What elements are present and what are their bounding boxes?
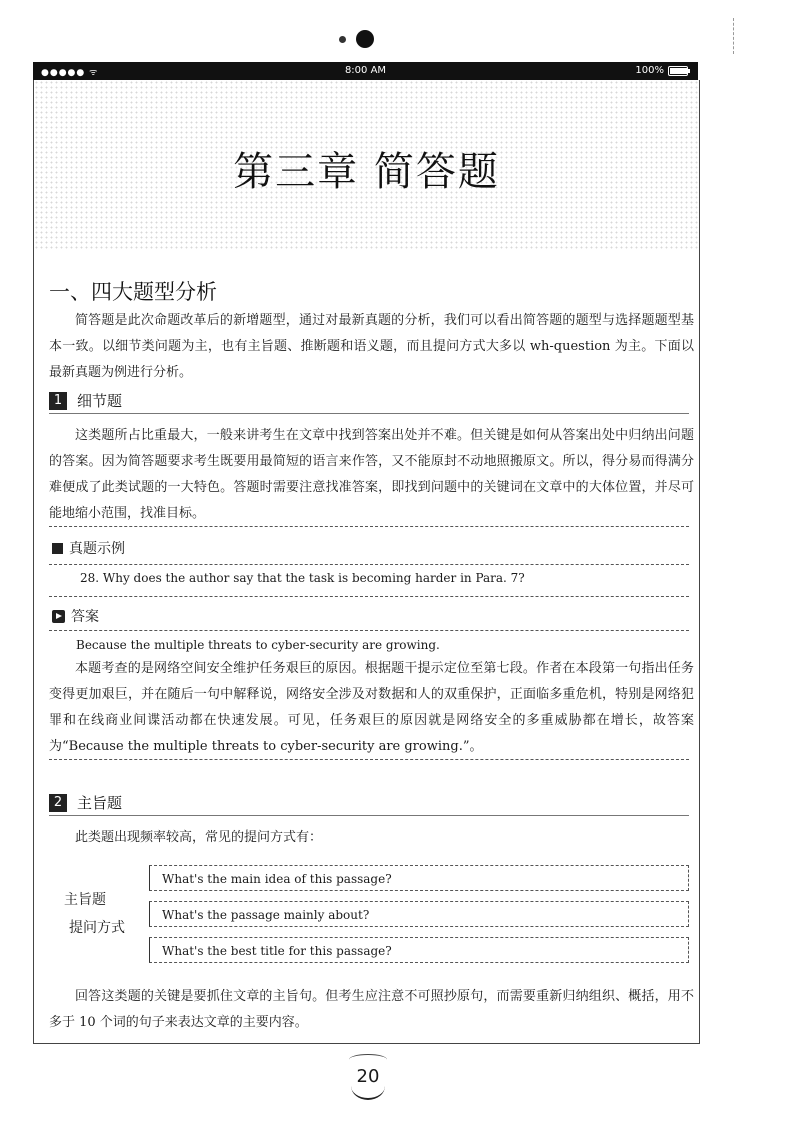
section-heading: 一、四大题型分析: [49, 280, 217, 304]
question-pattern: What's the best title for this passage?: [149, 937, 689, 963]
dashed-divider: [49, 596, 689, 597]
answer-heading: [52, 606, 99, 626]
dashed-divider: [49, 526, 689, 527]
sensor-icon: [339, 36, 346, 43]
dashed-divider: [49, 630, 689, 631]
main-idea-heading: [49, 792, 122, 813]
detail-heading-label: 细节题: [77, 392, 123, 410]
main-idea-conclusion: 回答这类题的关键是要抓住文章的主旨句。但考生应注意不可照抄原句，而需要重新归纳组织、概括，用不多于 10 个词的句子来表达文章的主要内容。: [49, 989, 694, 1030]
divider: [49, 815, 689, 816]
page-number: 20: [356, 1066, 380, 1087]
signal-wifi-icon: ●●●●● ᯤ: [41, 68, 99, 78]
device-top-bezel: [0, 0, 800, 62]
answer-english: Because the multiple threats to cyber-security are growing.: [76, 638, 440, 652]
chapter-banner: [34, 80, 699, 250]
chapter-title: 第三章 简答题: [233, 149, 500, 195]
question-type-label: 提问方式: [69, 920, 125, 936]
edge-mark: [733, 18, 734, 54]
battery-fill: [670, 68, 688, 74]
square-bullet-icon: [52, 543, 63, 554]
status-bar: [33, 62, 698, 80]
number-badge: 2: [49, 794, 67, 812]
battery-status: [635, 65, 688, 76]
detail-heading: [49, 390, 122, 411]
camera-icon: [356, 30, 374, 48]
answer-explanation: 本题考查的是网络空间安全维护任务艰巨的原因。根据题干提示定位至第七段。作者在本段第一句指出任务变得更加艰巨，并在随后一句中解释说，网络安全涉及对数据和人的双重保护，正面临多重危机，特别是网络犯罪和在线商业间谍活动都在快速发展。可见，任务艰巨的原因就是网络安全的多重威胁都在增长，故答案为“Because the multiple threats to cyber-security are growing.”。: [49, 661, 694, 754]
number-badge: 1: [49, 392, 67, 410]
question-pattern: What's the main idea of this passage?: [149, 865, 689, 891]
document-page[interactable]: [33, 80, 700, 1044]
battery-percent: 100%: [635, 65, 664, 76]
answer-icon: [52, 610, 65, 623]
dashed-divider: [49, 759, 689, 760]
section-intro: 简答题是此次命题改革后的新增题型，通过对最新真题的分析，我们可以看出简答题的题型与选择题题型基本一致。以细节类问题为主，也有主旨题、推断题和语义题，而且提问方式大多以 wh-question 为主。下面以最新真题为例进行分析。: [49, 313, 694, 380]
page-number-badge: [345, 1052, 391, 1102]
answer-heading-label: 答案: [71, 609, 99, 625]
page-arc: [349, 1054, 387, 1065]
main-idea-heading-label: 主旨题: [77, 794, 123, 812]
divider: [49, 413, 689, 414]
question-type-label: 主旨题: [64, 892, 106, 908]
main-idea-intro: 此类题出现频率较高，常见的提问方式有：: [75, 830, 323, 845]
status-time: 8:00 AM: [344, 65, 387, 76]
dashed-divider: [49, 564, 689, 565]
detail-body: 这类题所占比重最大，一般来讲考生在文章中找到答案出处并不难。但关键是如何从答案出处中归纳出问题的答案。因为简答题要求考生既要用最简短的语言来作答，又不能原封不动地照搬原文。所以，得分易而得满分难便成了此类试题的一大特色。答题时需要注意找准答案，即找到问题中的关键词在文章中的大体位置，并尽可能地缩小范围，找准目标。: [49, 428, 694, 521]
question-pattern: What's the passage mainly about?: [149, 901, 689, 927]
example-heading-label: 真题示例: [69, 541, 125, 557]
example-question: 28. Why does the author say that the task is becoming harder in Para. 7?: [80, 571, 525, 585]
battery-icon: [668, 66, 688, 76]
example-heading: [52, 538, 125, 558]
